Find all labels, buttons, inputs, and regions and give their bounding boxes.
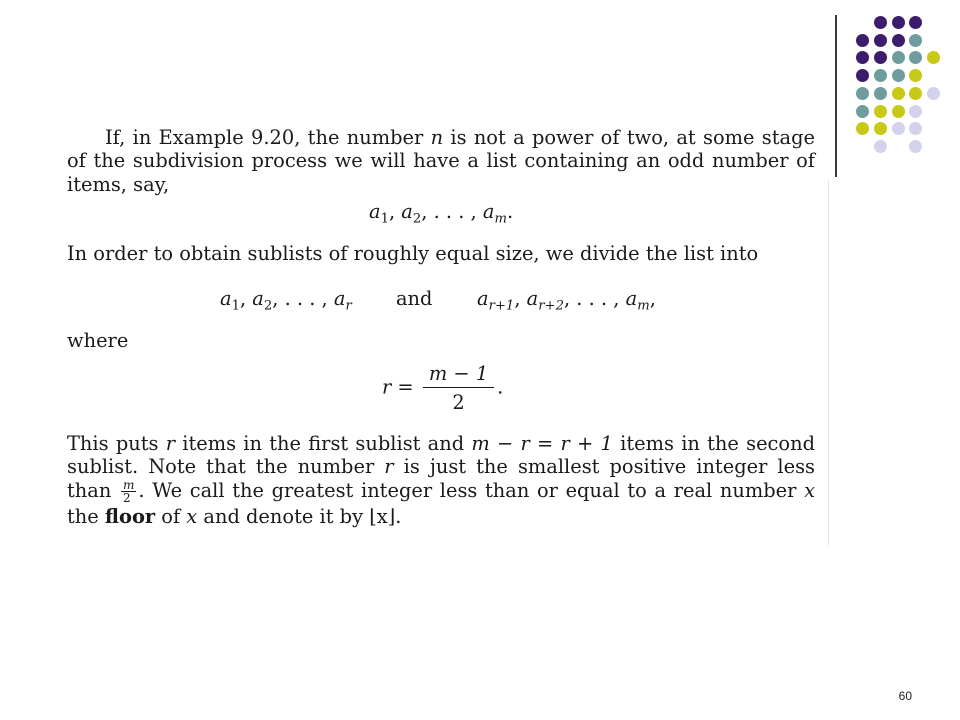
decorative-dot-olive — [927, 51, 940, 64]
decorative-dot-purple — [856, 34, 869, 47]
decorative-dot-teal — [909, 51, 922, 64]
decorative-dot-lavender — [927, 87, 940, 100]
decorative-dot-olive — [856, 122, 869, 135]
equation-second-sublist: $a_{r+1}$, $a_{r+2}$, . . . , $a_m$, — [477, 287, 656, 314]
decorative-dot-teal — [874, 87, 887, 100]
decorative-dot-lavender — [892, 122, 905, 135]
paragraph-divide: In order to obtain sublists of roughly equal size, we divide the list into — [67, 242, 759, 265]
decorative-dot-purple — [874, 51, 887, 64]
decorative-dot-purple — [892, 16, 905, 29]
equation-and-word: and — [396, 287, 433, 310]
decorative-dot-purple — [856, 69, 869, 82]
decorative-vertical-rule — [835, 15, 837, 177]
equation-list-a: $a_1$, $a_2$, . . . , $a_m$. — [369, 200, 514, 227]
decorative-dot-teal — [874, 69, 887, 82]
fraction-m-over-2: $\frac{m}{2}$ — [123, 477, 135, 506]
decorative-dot-teal — [856, 105, 869, 118]
decorative-dot-olive — [874, 105, 887, 118]
decorative-dot-lavender — [909, 140, 922, 153]
equation-first-sublist: $a_1$, $a_2$, . . . , $a_r$ — [220, 287, 352, 314]
page-number: 60 — [898, 689, 912, 703]
decorative-dot-olive — [892, 87, 905, 100]
decorative-dot-purple — [874, 34, 887, 47]
decorative-dot-teal — [892, 69, 905, 82]
decorative-dot-olive — [874, 122, 887, 135]
scan-edge-line — [828, 180, 829, 545]
decorative-dot-lavender — [909, 105, 922, 118]
paragraph-where: where — [67, 329, 129, 352]
decorative-dot-olive — [909, 87, 922, 100]
decorative-dot-olive — [892, 105, 905, 118]
decorative-dot-teal — [909, 34, 922, 47]
decorative-dot-purple — [909, 16, 922, 29]
decorative-dot-lavender — [909, 122, 922, 135]
decorative-dot-olive — [909, 69, 922, 82]
decorative-dot-teal — [856, 87, 869, 100]
decorative-dot-purple — [856, 51, 869, 64]
decorative-dot-purple — [892, 34, 905, 47]
fraction: $\frac{m - 1}{2}$ — [423, 362, 494, 415]
decorative-dot-purple — [874, 16, 887, 29]
paragraph-intro: If, in Example 9.20, the number n is not a power of two, at some stage of the subdivision process we will have a list containing an odd number of items, say, — [67, 126, 815, 196]
decorative-dot-teal — [892, 51, 905, 64]
paragraph-floor: This puts r items in the first sublist and m − r = r + 1 items in the second sublist. Note that the number r is just the smallest positive integer less than $\frac{m}{2}$ . We call the greatest integer less than or equal to a real number x the floor of x and denote it by ⌊x⌋. — [67, 432, 816, 528]
decorative-dot-lavender — [874, 140, 887, 153]
equation-r-definition: r = $\frac{m - 1}{2}$ . — [382, 362, 504, 415]
